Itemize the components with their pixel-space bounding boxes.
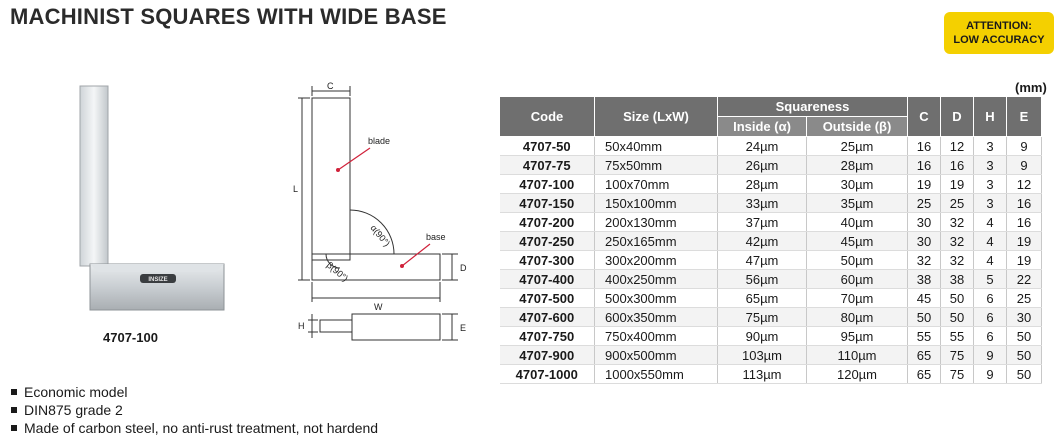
cell-outside: 120µm: [807, 365, 908, 384]
cell-h: 3: [974, 175, 1007, 194]
cell-d: 55: [941, 327, 974, 346]
cell-e: 50: [1007, 346, 1042, 365]
cell-code: 4707-400: [500, 270, 595, 289]
cell-outside: 80µm: [807, 308, 908, 327]
cell-d: 75: [941, 346, 974, 365]
cell-outside: 110µm: [807, 346, 908, 365]
table-row: [500, 327, 1042, 346]
cell-inside: 37µm: [718, 213, 807, 232]
cell-h: 3: [974, 194, 1007, 213]
cell-code: 4707-75: [500, 156, 595, 175]
cell-c: 55: [908, 327, 941, 346]
brand-logo: INSIZE: [148, 277, 168, 283]
cell-e: 22: [1007, 270, 1042, 289]
cell-size: 600x350mm: [595, 308, 718, 327]
cell-inside: 33µm: [718, 194, 807, 213]
cell-size: 100x70mm: [595, 175, 718, 194]
cell-size: 400x250mm: [595, 270, 718, 289]
label-alpha: α(90°): [368, 222, 393, 249]
header-size: Size (LxW): [595, 97, 718, 137]
cell-h: 6: [974, 308, 1007, 327]
cell-inside: 113µm: [718, 365, 807, 384]
cell-e: 50: [1007, 327, 1042, 346]
cell-code: 4707-200: [500, 213, 595, 232]
header-c: C: [908, 97, 941, 137]
label-c: C: [327, 81, 334, 91]
attention-line1: ATTENTION:: [966, 20, 1032, 32]
cell-inside: 75µm: [718, 308, 807, 327]
cell-inside: 56µm: [718, 270, 807, 289]
feature-list: [8, 383, 378, 437]
cell-e: 9: [1007, 156, 1042, 175]
cell-e: 19: [1007, 232, 1042, 251]
cell-h: 6: [974, 327, 1007, 346]
header-e: E: [1007, 97, 1042, 137]
cell-h: 9: [974, 365, 1007, 384]
cell-c: 19: [908, 175, 941, 194]
spec-table-body: [500, 137, 1042, 384]
feature-item: Economic model: [8, 383, 378, 401]
cell-e: 12: [1007, 175, 1042, 194]
cell-c: 50: [908, 308, 941, 327]
feature-item: Made of carbon steel, no anti-rust treatment, not hardend: [8, 419, 378, 437]
cell-c: 32: [908, 251, 941, 270]
cell-c: 30: [908, 213, 941, 232]
cell-d: 16: [941, 156, 974, 175]
cell-e: 19: [1007, 251, 1042, 270]
technical-diagram: [290, 80, 475, 350]
header-code: Code: [500, 97, 595, 137]
table-row: [500, 213, 1042, 232]
product-photo: [78, 84, 228, 312]
cell-outside: 50µm: [807, 251, 908, 270]
spec-table: [499, 96, 1042, 384]
label-d: D: [460, 263, 467, 273]
table-row: [500, 289, 1042, 308]
cell-h: 6: [974, 289, 1007, 308]
header-d: D: [941, 97, 974, 137]
header-squareness: Squareness: [718, 97, 908, 117]
cell-c: 65: [908, 365, 941, 384]
table-row: [500, 156, 1042, 175]
cell-code: 4707-250: [500, 232, 595, 251]
cell-code: 4707-500: [500, 289, 595, 308]
header-inside: Inside (α): [718, 117, 807, 137]
cell-d: 75: [941, 365, 974, 384]
cell-e: 16: [1007, 194, 1042, 213]
cell-e: 16: [1007, 213, 1042, 232]
cell-c: 16: [908, 137, 941, 156]
cell-d: 12: [941, 137, 974, 156]
label-w: W: [374, 302, 383, 312]
cell-d: 38: [941, 270, 974, 289]
cell-inside: 42µm: [718, 232, 807, 251]
cell-size: 200x130mm: [595, 213, 718, 232]
feature-item: DIN875 grade 2: [8, 401, 378, 419]
cell-e: 25: [1007, 289, 1042, 308]
cell-size: 900x500mm: [595, 346, 718, 365]
cell-h: 9: [974, 346, 1007, 365]
table-row: [500, 194, 1042, 213]
table-row: [500, 270, 1042, 289]
unit-label: (mm): [1015, 80, 1047, 95]
cell-h: 4: [974, 232, 1007, 251]
table-row: [500, 251, 1042, 270]
cell-h: 5: [974, 270, 1007, 289]
cell-code: 4707-100: [500, 175, 595, 194]
cell-outside: 70µm: [807, 289, 908, 308]
cell-d: 50: [941, 308, 974, 327]
cell-size: 50x40mm: [595, 137, 718, 156]
label-beta: β(90°): [324, 259, 351, 284]
cell-c: 25: [908, 194, 941, 213]
cell-c: 65: [908, 346, 941, 365]
cell-inside: 26µm: [718, 156, 807, 175]
cell-h: 4: [974, 251, 1007, 270]
header-h: H: [974, 97, 1007, 137]
cell-d: 32: [941, 232, 974, 251]
cell-code: 4707-900: [500, 346, 595, 365]
cell-d: 50: [941, 289, 974, 308]
table-row: [500, 137, 1042, 156]
cell-size: 500x300mm: [595, 289, 718, 308]
label-blade: blade: [368, 136, 391, 146]
label-h: H: [298, 321, 305, 331]
cell-d: 19: [941, 175, 974, 194]
cell-size: 150x100mm: [595, 194, 718, 213]
cell-h: 3: [974, 156, 1007, 175]
cell-c: 45: [908, 289, 941, 308]
product-model-label: 4707-100: [103, 330, 158, 345]
cell-inside: 28µm: [718, 175, 807, 194]
cell-size: 300x200mm: [595, 251, 718, 270]
table-row: [500, 365, 1042, 384]
cell-size: 75x50mm: [595, 156, 718, 175]
cell-e: 50: [1007, 365, 1042, 384]
table-row: [500, 175, 1042, 194]
cell-c: 30: [908, 232, 941, 251]
cell-inside: 24µm: [718, 137, 807, 156]
page-title: MACHINIST SQUARES WITH WIDE BASE: [10, 4, 447, 29]
cell-outside: 28µm: [807, 156, 908, 175]
table-row: [500, 308, 1042, 327]
cell-code: 4707-150: [500, 194, 595, 213]
cell-outside: 45µm: [807, 232, 908, 251]
cell-outside: 60µm: [807, 270, 908, 289]
cell-code: 4707-300: [500, 251, 595, 270]
cell-size: 1000x550mm: [595, 365, 718, 384]
cell-code: 4707-750: [500, 327, 595, 346]
cell-inside: 47µm: [718, 251, 807, 270]
table-row: [500, 232, 1042, 251]
cell-size: 750x400mm: [595, 327, 718, 346]
attention-badge: [944, 12, 1054, 54]
cell-d: 25: [941, 194, 974, 213]
cell-code: 4707-1000: [500, 365, 595, 384]
attention-line2: LOW ACCURACY: [953, 34, 1045, 46]
cell-d: 32: [941, 251, 974, 270]
cell-h: 3: [974, 137, 1007, 156]
cell-outside: 30µm: [807, 175, 908, 194]
cell-code: 4707-600: [500, 308, 595, 327]
cell-outside: 25µm: [807, 137, 908, 156]
cell-h: 4: [974, 213, 1007, 232]
cell-inside: 90µm: [718, 327, 807, 346]
cell-outside: 35µm: [807, 194, 908, 213]
cell-inside: 65µm: [718, 289, 807, 308]
label-base: base: [426, 232, 446, 242]
cell-e: 30: [1007, 308, 1042, 327]
cell-outside: 95µm: [807, 327, 908, 346]
cell-d: 32: [941, 213, 974, 232]
cell-e: 9: [1007, 137, 1042, 156]
cell-code: 4707-50: [500, 137, 595, 156]
label-l: L: [293, 184, 299, 194]
cell-inside: 103µm: [718, 346, 807, 365]
header-outside: Outside (β): [807, 117, 908, 137]
cell-c: 38: [908, 270, 941, 289]
cell-size: 250x165mm: [595, 232, 718, 251]
label-e: E: [460, 323, 467, 333]
cell-outside: 40µm: [807, 213, 908, 232]
table-row: [500, 346, 1042, 365]
cell-c: 16: [908, 156, 941, 175]
